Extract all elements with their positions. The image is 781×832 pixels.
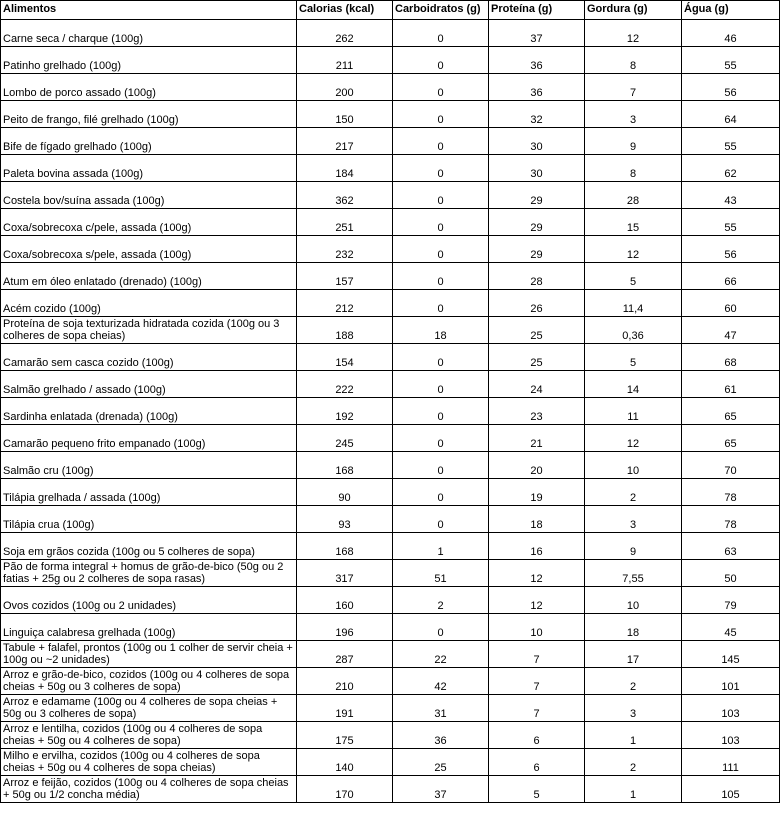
protein-cell: 36 <box>489 47 585 74</box>
food-name-cell: Coxa/sobrecoxa c/pele, assada (100g) <box>1 209 297 236</box>
protein-cell: 20 <box>489 452 585 479</box>
fat-cell: 2 <box>585 668 682 695</box>
carbs-cell: 0 <box>393 101 489 128</box>
protein-cell: 12 <box>489 587 585 614</box>
carbs-cell: 0 <box>393 290 489 317</box>
water-cell: 64 <box>682 101 780 128</box>
table-row <box>1 74 780 101</box>
food-name-cell: Proteína de soja texturizada hidratada cozida (100g ou 3 colheres de sopa cheias) <box>1 317 297 344</box>
calories-cell: 184 <box>297 155 393 182</box>
food-name-cell: Pão de forma integral + homus de grão-de-bico (50g ou 2 fatias + 25g ou 2 colheres de sopa rasas) <box>1 560 297 587</box>
calories-cell: 93 <box>297 506 393 533</box>
calories-cell: 168 <box>297 452 393 479</box>
food-name-cell: Peito de frango, filé grelhado (100g) <box>1 101 297 128</box>
header-proteina: Proteína (g) <box>489 1 585 20</box>
table-row <box>1 182 780 209</box>
food-name-cell: Arroz e feijão, cozidos (100g ou 4 colheres de sopa cheias + 50g ou 1/2 concha média) <box>1 776 297 803</box>
protein-cell: 12 <box>489 560 585 587</box>
water-cell: 145 <box>682 641 780 668</box>
table-row <box>1 695 780 722</box>
carbs-cell: 0 <box>393 371 489 398</box>
fat-cell: 12 <box>585 236 682 263</box>
calories-cell: 150 <box>297 101 393 128</box>
fat-cell: 12 <box>585 20 682 47</box>
calories-cell: 262 <box>297 20 393 47</box>
table-row <box>1 20 780 47</box>
food-name-cell: Linguiça calabresa grelhada (100g) <box>1 614 297 641</box>
food-name-cell: Ovos cozidos (100g ou 2 unidades) <box>1 587 297 614</box>
fat-cell: 0,36 <box>585 317 682 344</box>
fat-cell: 3 <box>585 506 682 533</box>
header-carboidratos: Carboidratos (g) <box>393 1 489 20</box>
calories-cell: 232 <box>297 236 393 263</box>
carbs-cell: 0 <box>393 47 489 74</box>
fat-cell: 3 <box>585 101 682 128</box>
water-cell: 45 <box>682 614 780 641</box>
food-name-cell: Salmão cru (100g) <box>1 452 297 479</box>
water-cell: 46 <box>682 20 780 47</box>
protein-cell: 37 <box>489 20 585 47</box>
protein-cell: 25 <box>489 317 585 344</box>
carbs-cell: 0 <box>393 614 489 641</box>
fat-cell: 8 <box>585 47 682 74</box>
water-cell: 55 <box>682 128 780 155</box>
calories-cell: 210 <box>297 668 393 695</box>
water-cell: 78 <box>682 479 780 506</box>
table-body <box>1 20 780 803</box>
protein-cell: 7 <box>489 641 585 668</box>
carbs-cell: 31 <box>393 695 489 722</box>
food-name-cell: Acém cozido (100g) <box>1 290 297 317</box>
protein-cell: 10 <box>489 614 585 641</box>
fat-cell: 2 <box>585 749 682 776</box>
food-name-cell: Camarão pequeno frito empanado (100g) <box>1 425 297 452</box>
table-row <box>1 749 780 776</box>
protein-cell: 21 <box>489 425 585 452</box>
water-cell: 65 <box>682 398 780 425</box>
water-cell: 55 <box>682 47 780 74</box>
carbs-cell: 25 <box>393 749 489 776</box>
water-cell: 70 <box>682 452 780 479</box>
table-row <box>1 236 780 263</box>
food-name-cell: Arroz e grão-de-bico, cozidos (100g ou 4 colheres de sopa cheias + 50g ou 3 colheres de sopa) <box>1 668 297 695</box>
calories-cell: 211 <box>297 47 393 74</box>
header-agua: Água (g) <box>682 1 780 20</box>
calories-cell: 362 <box>297 182 393 209</box>
calories-cell: 196 <box>297 614 393 641</box>
water-cell: 65 <box>682 425 780 452</box>
fat-cell: 18 <box>585 614 682 641</box>
calories-cell: 217 <box>297 128 393 155</box>
table-row <box>1 47 780 74</box>
water-cell: 55 <box>682 209 780 236</box>
water-cell: 79 <box>682 587 780 614</box>
calories-cell: 154 <box>297 344 393 371</box>
fat-cell: 7,55 <box>585 560 682 587</box>
fat-cell: 5 <box>585 344 682 371</box>
fat-cell: 14 <box>585 371 682 398</box>
header-row <box>1 1 780 20</box>
calories-cell: 200 <box>297 74 393 101</box>
food-name-cell: Camarão sem casca cozido (100g) <box>1 344 297 371</box>
carbs-cell: 0 <box>393 155 489 182</box>
table-row <box>1 587 780 614</box>
protein-cell: 6 <box>489 722 585 749</box>
protein-cell: 7 <box>489 695 585 722</box>
carbs-cell: 18 <box>393 317 489 344</box>
fat-cell: 1 <box>585 776 682 803</box>
table-row <box>1 128 780 155</box>
header-gordura: Gordura (g) <box>585 1 682 20</box>
fat-cell: 10 <box>585 452 682 479</box>
protein-cell: 29 <box>489 236 585 263</box>
food-name-cell: Costela bov/suína assada (100g) <box>1 182 297 209</box>
protein-cell: 18 <box>489 506 585 533</box>
fat-cell: 11 <box>585 398 682 425</box>
table-row <box>1 290 780 317</box>
fat-cell: 9 <box>585 533 682 560</box>
calories-cell: 245 <box>297 425 393 452</box>
carbs-cell: 42 <box>393 668 489 695</box>
protein-cell: 32 <box>489 101 585 128</box>
water-cell: 43 <box>682 182 780 209</box>
food-name-cell: Arroz e edamame (100g ou 4 colheres de sopa cheias + 50g ou 3 colheres de sopa) <box>1 695 297 722</box>
food-name-cell: Atum em óleo enlatado (drenado) (100g) <box>1 263 297 290</box>
water-cell: 62 <box>682 155 780 182</box>
table-row <box>1 668 780 695</box>
water-cell: 103 <box>682 695 780 722</box>
water-cell: 63 <box>682 533 780 560</box>
calories-cell: 170 <box>297 776 393 803</box>
food-name-cell: Coxa/sobrecoxa s/pele, assada (100g) <box>1 236 297 263</box>
table-row <box>1 101 780 128</box>
table-row <box>1 533 780 560</box>
protein-cell: 19 <box>489 479 585 506</box>
calories-cell: 317 <box>297 560 393 587</box>
food-name-cell: Carne seca / charque (100g) <box>1 20 297 47</box>
fat-cell: 2 <box>585 479 682 506</box>
carbs-cell: 51 <box>393 560 489 587</box>
carbs-cell: 0 <box>393 263 489 290</box>
table-row <box>1 344 780 371</box>
food-name-cell: Tilápia grelhada / assada (100g) <box>1 479 297 506</box>
carbs-cell: 37 <box>393 776 489 803</box>
protein-cell: 7 <box>489 668 585 695</box>
table-row <box>1 425 780 452</box>
water-cell: 56 <box>682 74 780 101</box>
calories-cell: 168 <box>297 533 393 560</box>
food-name-cell: Milho e ervilha, cozidos (100g ou 4 colheres de sopa cheias + 50g ou 4 colheres de sopa cheias) <box>1 749 297 776</box>
protein-cell: 5 <box>489 776 585 803</box>
protein-cell: 28 <box>489 263 585 290</box>
fat-cell: 8 <box>585 155 682 182</box>
calories-cell: 192 <box>297 398 393 425</box>
carbs-cell: 0 <box>393 209 489 236</box>
calories-cell: 191 <box>297 695 393 722</box>
water-cell: 101 <box>682 668 780 695</box>
calories-cell: 287 <box>297 641 393 668</box>
protein-cell: 30 <box>489 128 585 155</box>
calories-cell: 175 <box>297 722 393 749</box>
calories-cell: 212 <box>297 290 393 317</box>
fat-cell: 1 <box>585 722 682 749</box>
food-name-cell: Lombo de porco assado (100g) <box>1 74 297 101</box>
protein-cell: 25 <box>489 344 585 371</box>
header-alimentos: Alimentos <box>1 1 297 20</box>
table-row <box>1 209 780 236</box>
table-row <box>1 641 780 668</box>
table-row <box>1 371 780 398</box>
table-row <box>1 317 780 344</box>
calories-cell: 157 <box>297 263 393 290</box>
carbs-cell: 2 <box>393 587 489 614</box>
carbs-cell: 0 <box>393 74 489 101</box>
food-name-cell: Patinho grelhado (100g) <box>1 47 297 74</box>
water-cell: 47 <box>682 317 780 344</box>
carbs-cell: 36 <box>393 722 489 749</box>
fat-cell: 11,4 <box>585 290 682 317</box>
water-cell: 50 <box>682 560 780 587</box>
carbs-cell: 0 <box>393 452 489 479</box>
water-cell: 61 <box>682 371 780 398</box>
calories-cell: 160 <box>297 587 393 614</box>
carbs-cell: 0 <box>393 182 489 209</box>
table-row <box>1 398 780 425</box>
table-row <box>1 776 780 803</box>
water-cell: 66 <box>682 263 780 290</box>
water-cell: 68 <box>682 344 780 371</box>
carbs-cell: 0 <box>393 20 489 47</box>
table-row <box>1 479 780 506</box>
fat-cell: 28 <box>585 182 682 209</box>
fat-cell: 5 <box>585 263 682 290</box>
protein-cell: 36 <box>489 74 585 101</box>
protein-cell: 29 <box>489 209 585 236</box>
carbs-cell: 0 <box>393 236 489 263</box>
protein-cell: 16 <box>489 533 585 560</box>
fat-cell: 7 <box>585 74 682 101</box>
water-cell: 60 <box>682 290 780 317</box>
carbs-cell: 0 <box>393 344 489 371</box>
carbs-cell: 0 <box>393 398 489 425</box>
fat-cell: 15 <box>585 209 682 236</box>
calories-cell: 140 <box>297 749 393 776</box>
table-row <box>1 155 780 182</box>
carbs-cell: 0 <box>393 425 489 452</box>
fat-cell: 17 <box>585 641 682 668</box>
carbs-cell: 0 <box>393 506 489 533</box>
food-name-cell: Sardinha enlatada (drenada) (100g) <box>1 398 297 425</box>
carbs-cell: 1 <box>393 533 489 560</box>
food-name-cell: Tabule + falafel, prontos (100g ou 1 colher de servir cheia + 100g ou ~2 unidades) <box>1 641 297 668</box>
table-row <box>1 722 780 749</box>
table-row <box>1 614 780 641</box>
calories-cell: 188 <box>297 317 393 344</box>
table-row <box>1 263 780 290</box>
water-cell: 103 <box>682 722 780 749</box>
calories-cell: 251 <box>297 209 393 236</box>
food-name-cell: Bife de fígado grelhado (100g) <box>1 128 297 155</box>
protein-cell: 6 <box>489 749 585 776</box>
table-row <box>1 560 780 587</box>
fat-cell: 12 <box>585 425 682 452</box>
water-cell: 78 <box>682 506 780 533</box>
fat-cell: 10 <box>585 587 682 614</box>
food-name-cell: Arroz e lentilha, cozidos (100g ou 4 colheres de sopa cheias + 50g ou 4 colheres de sopa) <box>1 722 297 749</box>
protein-cell: 29 <box>489 182 585 209</box>
water-cell: 56 <box>682 236 780 263</box>
protein-cell: 24 <box>489 371 585 398</box>
protein-cell: 30 <box>489 155 585 182</box>
water-cell: 105 <box>682 776 780 803</box>
protein-cell: 23 <box>489 398 585 425</box>
carbs-cell: 0 <box>393 479 489 506</box>
header-calorias: Calorias (kcal) <box>297 1 393 20</box>
carbs-cell: 0 <box>393 128 489 155</box>
food-name-cell: Salmão grelhado / assado (100g) <box>1 371 297 398</box>
table-row <box>1 452 780 479</box>
food-name-cell: Tilápia crua (100g) <box>1 506 297 533</box>
calories-cell: 222 <box>297 371 393 398</box>
fat-cell: 9 <box>585 128 682 155</box>
carbs-cell: 22 <box>393 641 489 668</box>
water-cell: 111 <box>682 749 780 776</box>
table-row <box>1 506 780 533</box>
fat-cell: 3 <box>585 695 682 722</box>
calories-cell: 90 <box>297 479 393 506</box>
food-name-cell: Soja em grãos cozida (100g ou 5 colheres de sopa) <box>1 533 297 560</box>
food-name-cell: Paleta bovina assada (100g) <box>1 155 297 182</box>
protein-cell: 26 <box>489 290 585 317</box>
